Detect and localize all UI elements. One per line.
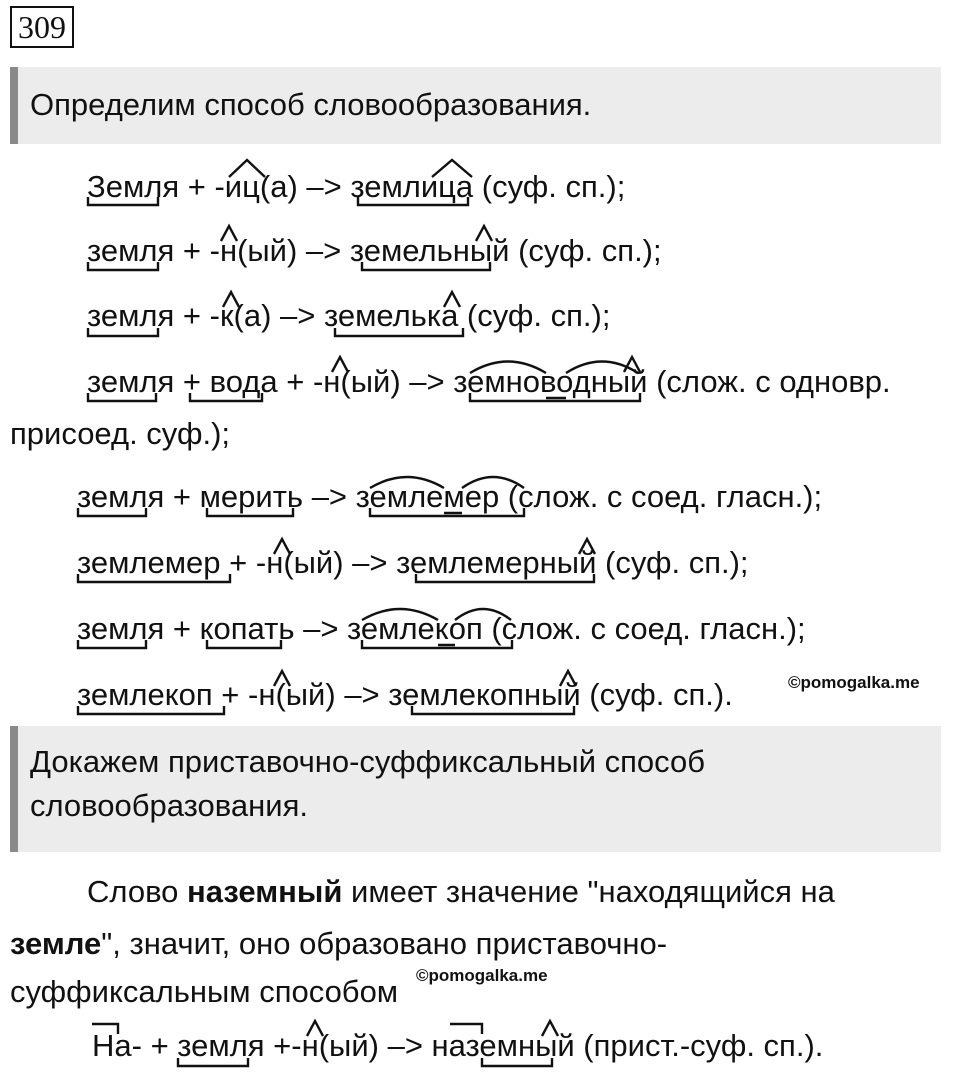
derivation-line-1: Земля + -иц(а) –> землица (суф. сп.); [87,169,626,204]
derivation-line-7: земля + копать –> землекоп (слож. с соед. гласн.); [77,611,806,646]
derivation-line-6: землемер + -н(ый) –> землемерный (суф. сп.); [77,545,749,580]
paragraph-text: имеет значение "находящийся на [342,874,835,909]
section-heading-1 [10,67,941,144]
watermark-2: ©pomogalka.me [416,966,548,985]
paragraph-text: Слово [87,874,188,909]
derivation-line-4-cont: присоед. суф.); [10,416,231,451]
section-heading-2-line-1: Докажем приставочно-суффиксальный способ [30,744,705,779]
section-heading-2-line-2: словообразования. [30,788,308,823]
paragraph-line-1 [87,872,835,912]
derivation-line-5: земля + мерить –> землемер (слож. с соед. гласн.); [77,479,823,514]
derivation-line-4: земля + вода + -н(ый) –> земноводный (слож. с одновр. [87,364,891,399]
exercise-number: 309 [10,6,74,48]
section-heading-1-text: Определим способ словообразования. [30,87,592,122]
final-derivation: На- + земля +-н(ый) –> наземный (прист.-суф. сп.). [92,1028,824,1063]
section-heading-2 [10,726,941,852]
watermark: ©pomogalka.me [788,673,920,692]
paragraph-line-3: суффиксальным способом [10,974,399,1009]
bold-word: наземный [187,874,343,909]
derivation-line-8: землекоп + -н(ый) –> землекопный (суф. сп.). [77,677,733,712]
paragraph-text: ", значит, оно образовано приставочно- [101,926,668,961]
paragraph-line-2 [10,924,667,964]
bold-word: земле [10,926,102,961]
derivation-line-2: земля + -н(ый) –> земельный (суф. сп.); [87,233,662,268]
derivation-line-3: земля + -к(а) –> земелька (суф. сп.); [87,298,611,333]
